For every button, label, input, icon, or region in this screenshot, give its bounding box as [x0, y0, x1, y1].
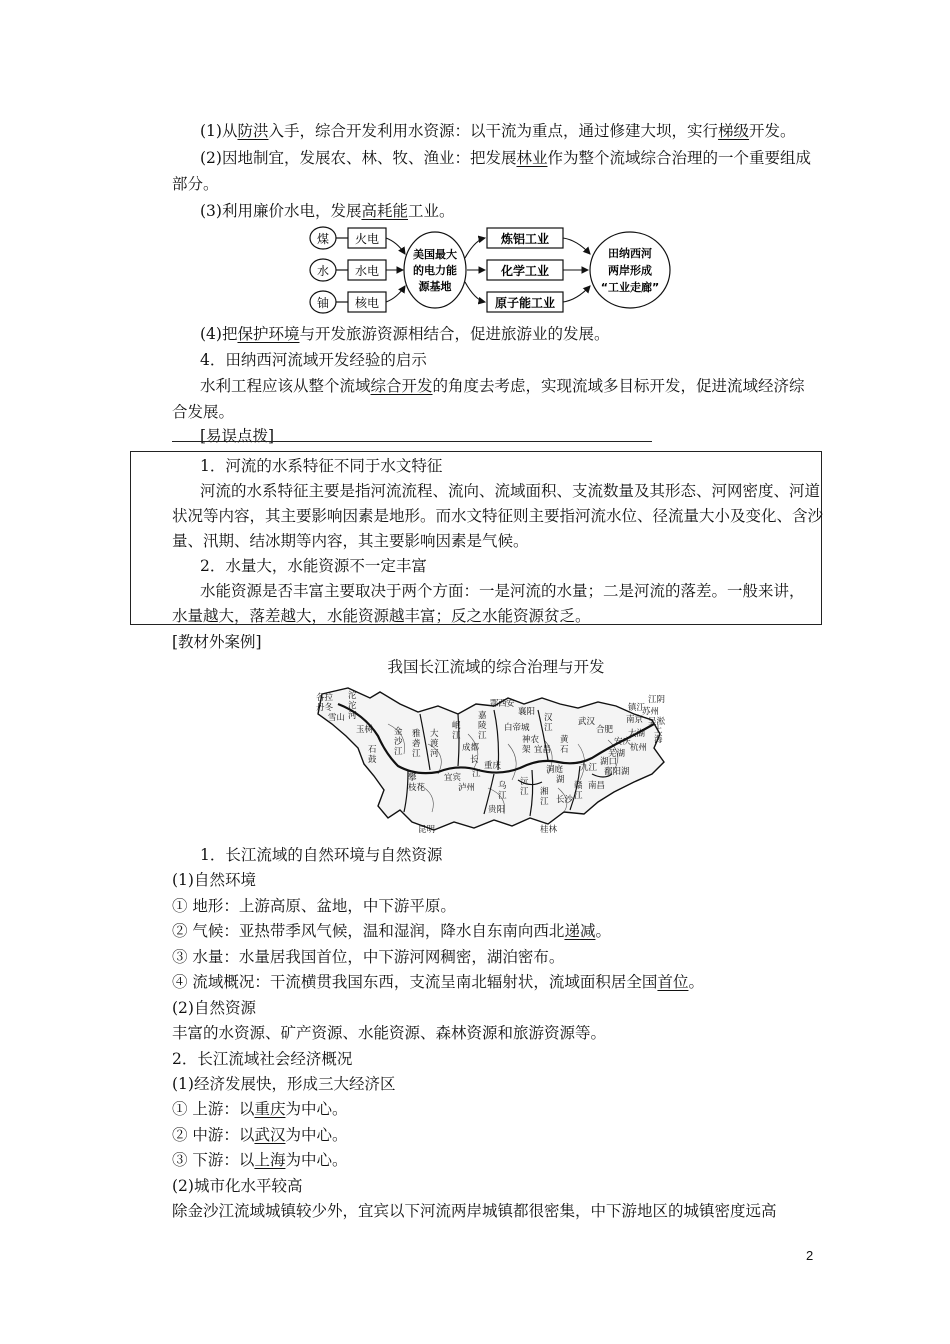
heading-nature: 1．长江流域的自然环境与自然资源 — [200, 846, 443, 864]
tip-1-body: 量、汛期、结冰期等内容，其主要影响因素是气候。 — [172, 532, 529, 550]
paragraph-lessons: 水利工程应该从整个流域综合开发的角度去考虑，实现流域多目标开发，促进流域经济综 — [200, 377, 805, 395]
map-label: 沱 — [348, 691, 357, 701]
map-label: 渡 — [430, 739, 439, 749]
map-label: 沙 — [394, 737, 403, 747]
map-label: 白帝城 — [504, 723, 530, 733]
map-label: 汉 — [544, 713, 553, 723]
map-label: 南昌 — [588, 781, 606, 791]
map-label: 雅 — [412, 729, 421, 739]
map-label: 江 — [412, 749, 421, 759]
map-label: 鼓 — [368, 755, 377, 765]
map-label: 芜湖 — [608, 749, 626, 759]
map-label: 枝花 — [408, 783, 426, 793]
industry-label: 原子能工业 — [494, 296, 556, 310]
map-label: 黄 — [560, 735, 569, 745]
tip-divider — [172, 441, 652, 442]
map-label: 湖 — [556, 775, 565, 785]
map-label: 各拉 — [316, 693, 334, 703]
map-label: 江 — [472, 769, 481, 779]
case-label: [教材外案例] — [172, 633, 262, 651]
map-label: 江 — [452, 731, 461, 741]
result-label: “工业走廊” — [600, 281, 660, 294]
tip-label: [易误点拨] — [200, 427, 275, 445]
map-label: 河 — [430, 749, 439, 759]
map-label: 江 — [540, 797, 549, 807]
item-downstream: ③ 下游：以上海为中心。 — [172, 1151, 348, 1169]
map-label: 攀 — [408, 773, 417, 783]
center-label: 美国最大 — [413, 248, 457, 261]
map-label: 雪山 — [328, 713, 346, 723]
map-label: 西 — [498, 699, 507, 709]
page-number: 2 — [806, 1248, 814, 1263]
map-label: 武汉 — [578, 717, 596, 727]
map-label: 河 — [348, 711, 357, 721]
map-label: 丹冬 — [316, 703, 334, 713]
map-label: 苏州 — [642, 707, 660, 717]
map-label: 海 — [654, 735, 663, 745]
subheading-economic-zones: (1)经济发展快，形成三大经济区 — [172, 1075, 396, 1093]
map-label: 沱 — [348, 701, 357, 711]
tip-1-body: 状况等内容，其主要影响因素是地形。而水文特征则主要指河流水位、径流量大小及变化、含沙 — [172, 507, 824, 525]
plant-label: 火电 — [354, 232, 380, 246]
map-label: 岷 — [452, 721, 461, 731]
map-label: 鄂 — [490, 699, 499, 709]
paragraph-forestry-cont: 部分。 — [172, 175, 219, 193]
map-label: 襄阳 — [518, 707, 536, 717]
item-basin: ④ 流域概况：干流横贯我国东西，支流呈南北辐射状，流域面积居全国首位。 — [172, 973, 704, 991]
map-label: 九江 — [580, 763, 598, 773]
map-label: 湖口 — [600, 757, 618, 767]
tip-2-body: 水量越大，落差越大，水能资源越丰富；反之水能资源贫乏。 — [172, 607, 591, 625]
source-label: 煤 — [316, 232, 330, 246]
map-label: 江 — [394, 747, 403, 757]
heading-lessons: 4．田纳西河流域开发经验的启示 — [200, 351, 427, 369]
subheading-resources: (2)自然资源 — [172, 999, 256, 1017]
map-label: 架 — [522, 745, 531, 755]
map-label: 江 — [498, 791, 507, 801]
map-label: 江 — [520, 787, 529, 797]
heading-economy: 2．长江流域社会经济概况 — [172, 1050, 353, 1068]
map-label: 长 — [470, 755, 479, 765]
map-label: 昆明 — [418, 825, 436, 835]
plant-label: 核电 — [354, 296, 380, 310]
tip-2-heading: 2．水量大，水能资源不一定丰富 — [200, 557, 427, 575]
item-water: ③ 水量：水量居我国首位，中下游河网稠密，湖泊密布。 — [172, 948, 565, 966]
item-midstream: ② 中游：以武汉为中心。 — [172, 1126, 348, 1144]
yangtze-basin-map — [308, 684, 670, 836]
map-label: 赣 — [574, 781, 583, 791]
paragraph-flood-control: (1)从防洪入手，综合开发利用水资源：以干流为重点，通过修建大坝，实行梯级开发。 — [200, 122, 796, 140]
map-label: 石 — [368, 745, 377, 755]
source-label: 铀 — [316, 296, 330, 310]
map-label: 宜宾 — [444, 773, 462, 783]
map-label: 太湖 — [628, 729, 646, 739]
map-label: 贵阳 — [488, 805, 506, 815]
map-label: 神农 — [522, 735, 540, 745]
case-title: 我国长江流域的综合治理与开发 — [387, 658, 605, 676]
map-label: 金 — [394, 727, 403, 737]
map-label: 重庆 — [484, 761, 502, 771]
map-label: 大 — [430, 729, 439, 739]
map-label: 砻 — [412, 739, 421, 749]
paragraph-tourism: (4)把保护环境与开发旅游资源相结合，促进旅游业的发展。 — [200, 325, 610, 343]
map-label: 鄱阳湖 — [604, 767, 630, 777]
map-label: 南京 — [626, 715, 644, 725]
tip-2-body: 水能资源是否丰富主要取决于两个方面：一是河流的水量；二是河流的落差。一般来讲， — [200, 582, 805, 600]
center-label: 的电力能 — [413, 264, 457, 277]
subheading-urbanization: (2)城市化水平较高 — [172, 1177, 303, 1195]
map-label: 沅 — [520, 777, 529, 787]
map-label: 陵 — [478, 721, 487, 731]
item-upstream: ① 上游：以重庆为中心。 — [172, 1100, 348, 1118]
map-label: 乌 — [498, 781, 507, 791]
map-label: 江 — [544, 723, 553, 733]
map-label: 江 — [574, 791, 583, 801]
subheading-environment: (1)自然环境 — [172, 871, 256, 889]
plant-label: 水电 — [354, 264, 380, 278]
map-label: 宜昌 — [534, 745, 552, 755]
item-climate: ② 气候：亚热带季风气候，温和湿润，降水自东南向西北递减。 — [172, 922, 611, 940]
map-label: 合肥 — [596, 725, 614, 735]
industry-flow-diagram — [305, 224, 680, 316]
paragraph-resources: 丰富的水资源、矿产资源、水能资源、森林资源和旅游资源等。 — [172, 1024, 607, 1042]
paragraph-lessons-cont: 合发展。 — [172, 403, 235, 421]
map-label: 镇江 — [628, 703, 646, 713]
result-label: 两岸形成 — [608, 264, 652, 277]
map-label: 长沙 — [556, 795, 574, 805]
map-label: 上 — [654, 725, 663, 735]
map-label: 江 — [478, 731, 487, 741]
map-label: 石 — [560, 745, 569, 755]
map-label: 杭州 — [630, 743, 648, 753]
map-label: 嘉 — [478, 711, 487, 721]
map-label: 玉树 — [356, 725, 374, 735]
map-label: 吴淞 — [648, 717, 666, 727]
map-label: 桂林 — [540, 825, 558, 835]
map-label: 江阴 — [648, 695, 666, 705]
industry-label: 炼铝工业 — [500, 232, 550, 246]
map-label: 安 — [506, 699, 515, 709]
map-label: 泸州 — [458, 783, 476, 793]
paragraph-urbanization: 除金沙江流域城镇较少外，宜宾以下河流两岸城镇都很密集，中下游地区的城镇密度远高 — [172, 1202, 777, 1220]
map-label: 安庆 — [614, 737, 632, 747]
map-label: 洞庭 — [546, 765, 564, 775]
tip-1-heading: 1．河流的水系特征不同于水文特征 — [200, 457, 443, 475]
tip-1-body: 河流的水系特征主要是指河流流程、流向、流域面积、支流数量及其形态、河网密度、河道 — [200, 482, 821, 500]
map-label: 湘 — [540, 787, 549, 797]
industry-label: 化学工业 — [500, 264, 550, 278]
paragraph-forestry: (2)因地制宜，发展农、林、牧、渔业：把发展林业作为整个流域综合治理的一个重要组成 — [200, 149, 811, 167]
paragraph-hydropower: (3)利用廉价水电，发展高耗能工业。 — [200, 202, 455, 220]
result-label: 田纳西河 — [608, 247, 652, 260]
map-label: 成都 — [462, 743, 480, 753]
item-terrain: ① 地形：上游高原、盆地，中下游平原。 — [172, 897, 456, 915]
center-label: 源基地 — [418, 280, 452, 293]
source-label: 水 — [316, 264, 330, 278]
